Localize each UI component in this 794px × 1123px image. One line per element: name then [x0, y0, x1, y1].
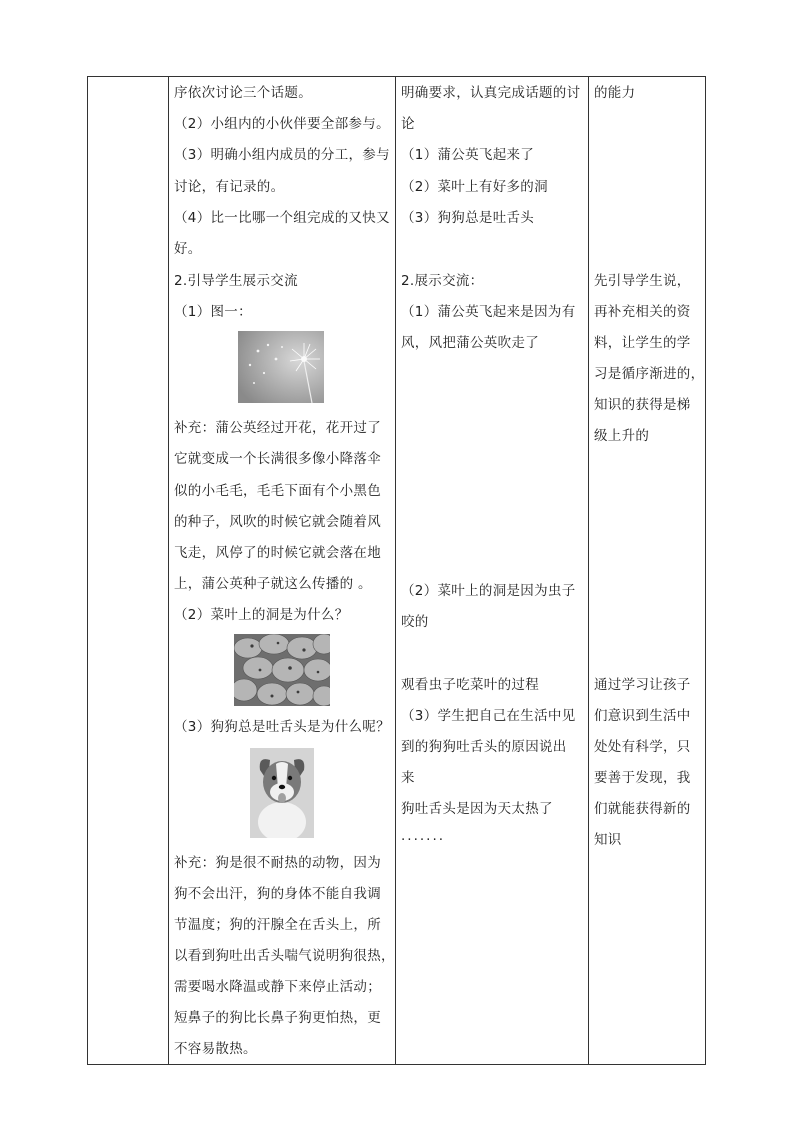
text-line: （2）菜叶上的洞是因为虫子: [401, 583, 576, 599]
text-line: 到的狗狗吐舌头的原因说出: [401, 739, 567, 755]
design-intent-cell: [588, 77, 707, 1064]
text-line: 2.展示交流：: [401, 273, 484, 289]
text-line: 处处有科学，只: [594, 739, 691, 755]
text-line: 知识的获得是梯: [594, 397, 691, 413]
text-line: （1）图一：: [174, 304, 252, 320]
text-line: （3）狗狗总是吐舌头: [401, 210, 535, 226]
text-line: 风，风把蒲公英吹走了: [401, 335, 539, 351]
text-line: 来: [401, 770, 415, 786]
text-line: 补充：狗是很不耐热的动物，因为: [174, 855, 381, 871]
text-line: （1）蒲公英飞起来了: [401, 147, 535, 163]
text-line: 节温度；狗的汗腺全在舌头上，所: [174, 917, 381, 933]
text-line: 上，蒲公英种子就这么传播的 。: [174, 576, 372, 592]
text-line: （3）狗狗总是吐舌头是为什么呢？: [174, 719, 390, 735]
text-line: （2）菜叶上的洞是为什么？: [174, 607, 349, 623]
text-line: 似的小毛毛，毛毛下面有个小黑色: [174, 483, 381, 499]
text-line: 先引导学生说，: [594, 273, 691, 289]
text-line: （3）明确小组内成员的分工，参与: [174, 147, 390, 163]
text-line: 再补充相关的资: [594, 304, 691, 320]
text-line: 它就变成一个长满很多像小降落伞: [174, 451, 381, 467]
text-line: 以看到狗吐出舌头喘气说明狗很热，: [174, 948, 395, 964]
text-line: 需要喝水降温或静下来停止活动；: [174, 979, 381, 995]
text-line: 不容易散热。: [174, 1041, 257, 1057]
text-line: 习是循序渐进的，: [594, 366, 705, 382]
text-line: 通过学习让孩子: [594, 677, 691, 693]
text-line: 的种子，风吹的时候它就会随着风: [174, 514, 381, 530]
text-line: 咬的: [401, 614, 429, 630]
text-line: 的能力: [594, 85, 636, 101]
text-line: 们意识到生活中: [594, 708, 691, 724]
text-line: 料，让学生的学: [594, 335, 691, 351]
text-line: 好。: [174, 241, 202, 257]
dandelion-image: [238, 331, 324, 403]
text-line: （2）小组内的小伙伴要全部参与。: [174, 116, 390, 132]
text-line: 序依次讨论三个话题。: [174, 85, 312, 101]
ellipsis-text: ·······: [401, 832, 446, 848]
text-line: 讨论，有记录的。: [174, 179, 285, 195]
text-line: 明确要求，认真完成话题的讨: [401, 85, 581, 101]
text-line: 狗吐舌头是因为天太热了: [401, 801, 553, 817]
text-line: 狗不会出汗，狗的身体不能自我调: [174, 886, 381, 902]
cabbage-leaves-image: [234, 634, 330, 706]
text-line: 观看虫子吃菜叶的过程: [401, 677, 539, 693]
text-line: 论: [401, 116, 415, 132]
text-line: （3）学生把自己在生活中见: [401, 708, 576, 724]
lesson-plan-table: [87, 76, 706, 1065]
student-activity-cell: [395, 77, 588, 1064]
text-line: 飞走，风停了的时候它就会落在地: [174, 545, 381, 561]
text-line: 知识: [594, 832, 622, 848]
teacher-activity-cell: [168, 77, 395, 1064]
text-line: （1）蒲公英飞起来是因为有: [401, 304, 576, 320]
text-line: 补充：蒲公英经过开花，花开过了: [174, 420, 381, 436]
puppy-image: [250, 748, 314, 838]
text-line: 2.引导学生展示交流: [174, 273, 298, 289]
text-line: （2）菜叶上有好多的洞: [401, 179, 548, 195]
text-line: （4）比一比哪一个组完成的又快又: [174, 210, 390, 226]
column-1-cell: [88, 77, 168, 1064]
text-line: 们就能获得新的: [594, 801, 691, 817]
text-line: 要善于发现，我: [594, 770, 691, 786]
text-line: 级上升的: [594, 428, 650, 444]
text-line: 短鼻子的狗比长鼻子狗更怕热，更: [174, 1010, 381, 1026]
